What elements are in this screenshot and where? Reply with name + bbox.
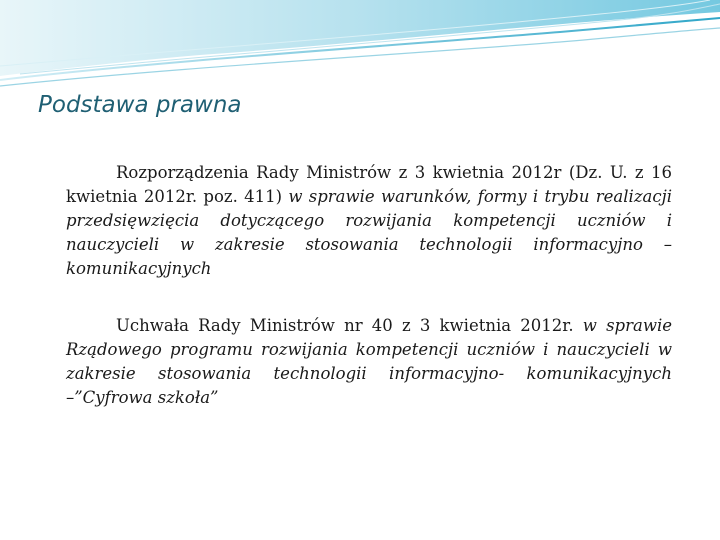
slide-title: Podstawa prawna [38, 92, 242, 118]
paragraph-2-italic-text: w sprawie Rządowego programu rozwijania kompetencji uczniów i nauczycieli w zakresie stosowania technologii informacyjno- komunikacyjnych –”Cyfrowa szkoła” [66, 316, 672, 407]
legal-basis-paragraph-2 [66, 314, 672, 410]
paragraph-1-regular-text: Rozporządzenia Rady Ministrów z 3 kwietnia 2012r (Dz. U. z 16 kwietnia 2012r. poz. 411) [66, 163, 672, 206]
legal-basis-paragraph-1 [66, 161, 672, 281]
decorative-wave-banner [0, 0, 720, 90]
paragraph-1-italic-text: w sprawie warunków, formy i trybu realizacji przedsięwzięcia dotyczącego rozwijania kompetencji uczniów i nauczycieli w zakresie stosowania technologii informacyjno – komunikacyjnych [66, 187, 672, 278]
paragraph-2-regular-text: Uchwała Rady Ministrów nr 40 z 3 kwietnia 2012r. [116, 316, 583, 335]
